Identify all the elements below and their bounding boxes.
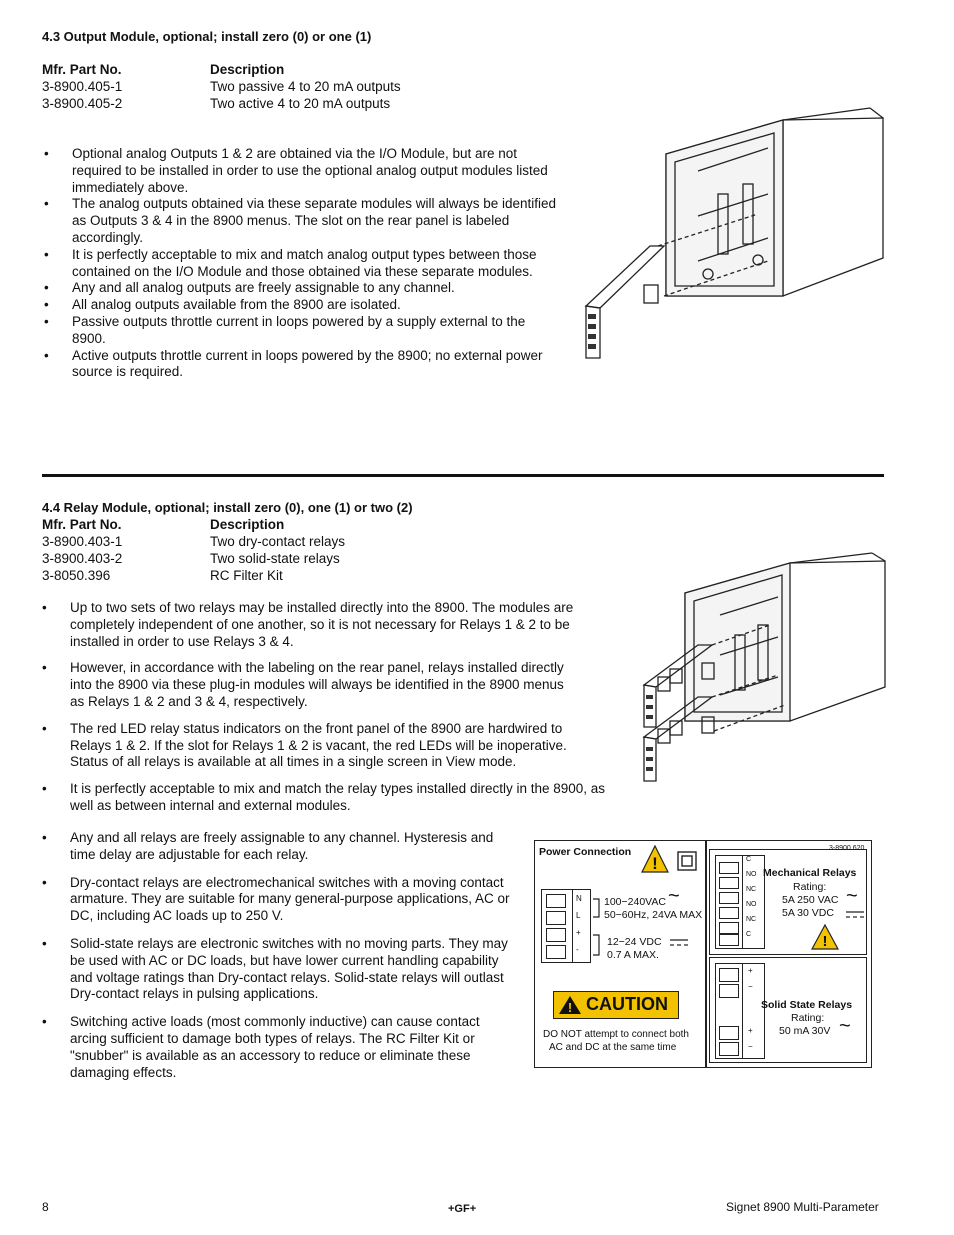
mech-dc-symbol-icon xyxy=(845,910,865,920)
page-number: 8 xyxy=(42,1200,49,1214)
table-cell-desc: Two passive 4 to 20 mA outputs xyxy=(210,79,401,94)
part-ref: 3-8900.620 xyxy=(829,845,865,852)
table-cell-desc: RC Filter Kit xyxy=(210,568,283,583)
list-item: • Passive outputs throttle current in loops powered by a supply external to the 8900. xyxy=(44,314,559,348)
caution-triangle-icon xyxy=(558,995,582,1015)
relay-module-table xyxy=(42,516,345,584)
ac-spec-line1: 100−240VAC xyxy=(604,896,666,908)
output-module-illustration xyxy=(578,96,888,366)
relay-terminal-nc: NC xyxy=(746,886,757,893)
ss-rating-label: Rating: xyxy=(791,1012,825,1024)
list-item: • Optional analog Outputs 1 & 2 are obtained via the I/O Module, but are not required to be installed in order to use the optional analog output modules listed immediately above. xyxy=(44,146,559,196)
power-terminal-block xyxy=(541,889,591,963)
ss-terminal-minus: − xyxy=(748,1042,753,1051)
relay-terminal-c: C xyxy=(746,931,752,938)
list-item: • The red LED relay status indicators on the front panel of the 8900 are hardwired to Relays 1 & 2. If the slot for Relays 1 & 2 is vacant, the red LEDs will be inoperative. Status of all relays is available at all times in a single screen in View mode. xyxy=(42,721,580,771)
ac-symbol-icon: ~ xyxy=(668,885,680,907)
mech-rating-dc: 5A 30 VDC xyxy=(782,907,834,919)
ss-rating: 50 mA 30V xyxy=(779,1025,831,1037)
list-item: • All analog outputs available from the 8900 are isolated. xyxy=(44,297,559,314)
relay-terminal-block xyxy=(715,855,765,949)
double-insulation-icon xyxy=(677,851,697,871)
gf-logo: +GF+ xyxy=(448,1203,477,1215)
table-cell-desc: Two active 4 to 20 mA outputs xyxy=(210,96,391,111)
caution-note-line2: AC and DC at the same time xyxy=(549,1042,677,1053)
dc-spec-line1: 12−24 VDC xyxy=(607,936,662,948)
list-item: • Active outputs throttle current in loops powered by the 8900; no external power source is required. xyxy=(44,348,559,382)
ss-terminal-plus: + xyxy=(748,1026,753,1035)
relay-terminal-no: NO xyxy=(746,871,757,878)
bracket-icon xyxy=(591,897,605,961)
mech-rating-ac: 5A 250 VAC xyxy=(782,894,839,906)
mech-ac-symbol-icon: ~ xyxy=(846,885,858,907)
terminal-n: N xyxy=(576,894,582,903)
relay-module-illustration xyxy=(640,545,890,785)
section-4-3-bullets xyxy=(44,146,559,381)
list-item: • Up to two sets of two relays may be installed directly into the 8900. The modules are completely independent of one another, so it is not necessary for Relays 1 & 2 to be installed in order to use Relays 3 & 4. xyxy=(42,600,617,650)
list-item: • Any and all relays are freely assignable to any channel. Hysteresis and time delay are adjustable for each relay. xyxy=(42,830,512,864)
list-item: • Switching active loads (most commonly inductive) can cause contact arcing sufficient to damage both types of relays. The RC Filter Kit or "snubber" is available as an accessory to reduce or eliminate these damaging effects. xyxy=(42,1014,512,1081)
list-item: • It is perfectly acceptable to mix and match analog output types between those contained on the I/O Module and those obtained via these separate modules. xyxy=(44,247,559,281)
ss-terminal-minus: − xyxy=(748,982,753,991)
output-module-table xyxy=(42,61,401,112)
relay-terminal-no: NO xyxy=(746,901,757,908)
panel-divider xyxy=(705,841,707,1067)
footer-product: Signet 8900 Multi-Parameter xyxy=(726,1200,879,1214)
list-item: • However, in accordance with the labeling on the rear panel, relays installed directly into the 8900 via these plug-in modules will always be identified in the 8900 menus as Relays 1 & 2 and 3 & 4, respectively. xyxy=(42,660,580,710)
list-item: • It is perfectly acceptable to mix and match the relay types installed directly in the 8900, as well as between internal and external modules. xyxy=(42,781,617,815)
rear-label-panel xyxy=(534,840,872,1068)
ac-spec-line2: 50−60Hz, 24VA MAX xyxy=(604,909,703,921)
dc-symbol-icon xyxy=(669,938,689,948)
col-desc-header: Description xyxy=(210,517,285,532)
relay-terminal-nc: NC xyxy=(746,916,757,923)
table-cell-part: 3-8900.403-2 xyxy=(42,551,123,566)
ss-terminal-block xyxy=(715,963,765,1059)
table-cell-desc: Two dry-contact relays xyxy=(210,534,346,549)
ss-terminal-plus: + xyxy=(748,966,753,975)
col-part-header: Mfr. Part No. xyxy=(42,517,122,532)
caution-badge xyxy=(553,991,679,1019)
solid-state-relays-title: Solid State Relays xyxy=(761,999,853,1011)
power-connection-title: Power Connection xyxy=(539,846,632,858)
caution-note-line1: DO NOT attempt to connect both xyxy=(543,1029,689,1040)
relay-terminal-c: C xyxy=(746,856,752,863)
warning-glyph: ! xyxy=(652,854,658,873)
table-cell-part: 3-8900.403-1 xyxy=(42,534,123,549)
section-4-4-heading: 4.4 Relay Module, optional; install zero (0), one (1) or two (2) xyxy=(42,500,413,515)
table-cell-part: 3-8900.405-2 xyxy=(42,96,123,111)
section-4-3-heading: 4.3 Output Module, optional; install zero (0) or one (1) xyxy=(42,29,372,44)
section-4-4-bullets-narrow xyxy=(42,830,512,1081)
warning-icon xyxy=(641,844,669,874)
mech-rating-label: Rating: xyxy=(793,881,827,893)
terminal-l: L xyxy=(576,911,581,920)
mechanical-relays-title: Mechanical Relays xyxy=(763,867,857,879)
table-cell-part: 3-8900.405-1 xyxy=(42,79,123,94)
list-item: • Solid-state relays are electronic switches with no moving parts. They may be used with AC or DC loads, but have lower current handling capability and voltage ratings than Dry-contact relays. Solid-state relays will outlast Dry-contact relays in pulsing applications. xyxy=(42,936,512,1003)
col-desc-header: Description xyxy=(210,62,285,77)
dc-spec-line2: 0.7 A MAX. xyxy=(607,949,659,961)
list-item: • Any and all analog outputs are freely assignable to any channel. xyxy=(44,280,559,297)
ss-ac-symbol-icon: ~ xyxy=(839,1015,851,1037)
section-divider xyxy=(42,474,884,477)
table-cell-desc: Two solid-state relays xyxy=(210,551,340,566)
caution-glyph: ! xyxy=(567,1000,573,1015)
caution-text: CAUTION xyxy=(586,994,668,1014)
list-item: • The analog outputs obtained via these separate modules will always be identified as Outputs 3 & 4 in the 8900 menus. The slot on the rear panel is labeled accordingly. xyxy=(44,196,559,246)
table-cell-part: 3-8050.396 xyxy=(42,568,111,583)
relay-warning-icon xyxy=(811,923,839,951)
list-item: • Dry-contact relays are electromechanical switches with a moving contact armature. They are suitable for many general-purpose applications, AC or DC, including AC loads up to 250 V. xyxy=(42,875,512,925)
col-part-header: Mfr. Part No. xyxy=(42,62,122,77)
section-4-4-bullets-wide xyxy=(42,600,617,815)
terminal-minus: - xyxy=(576,945,579,954)
relay-warning-glyph: ! xyxy=(822,933,828,950)
terminal-plus: + xyxy=(576,928,581,937)
